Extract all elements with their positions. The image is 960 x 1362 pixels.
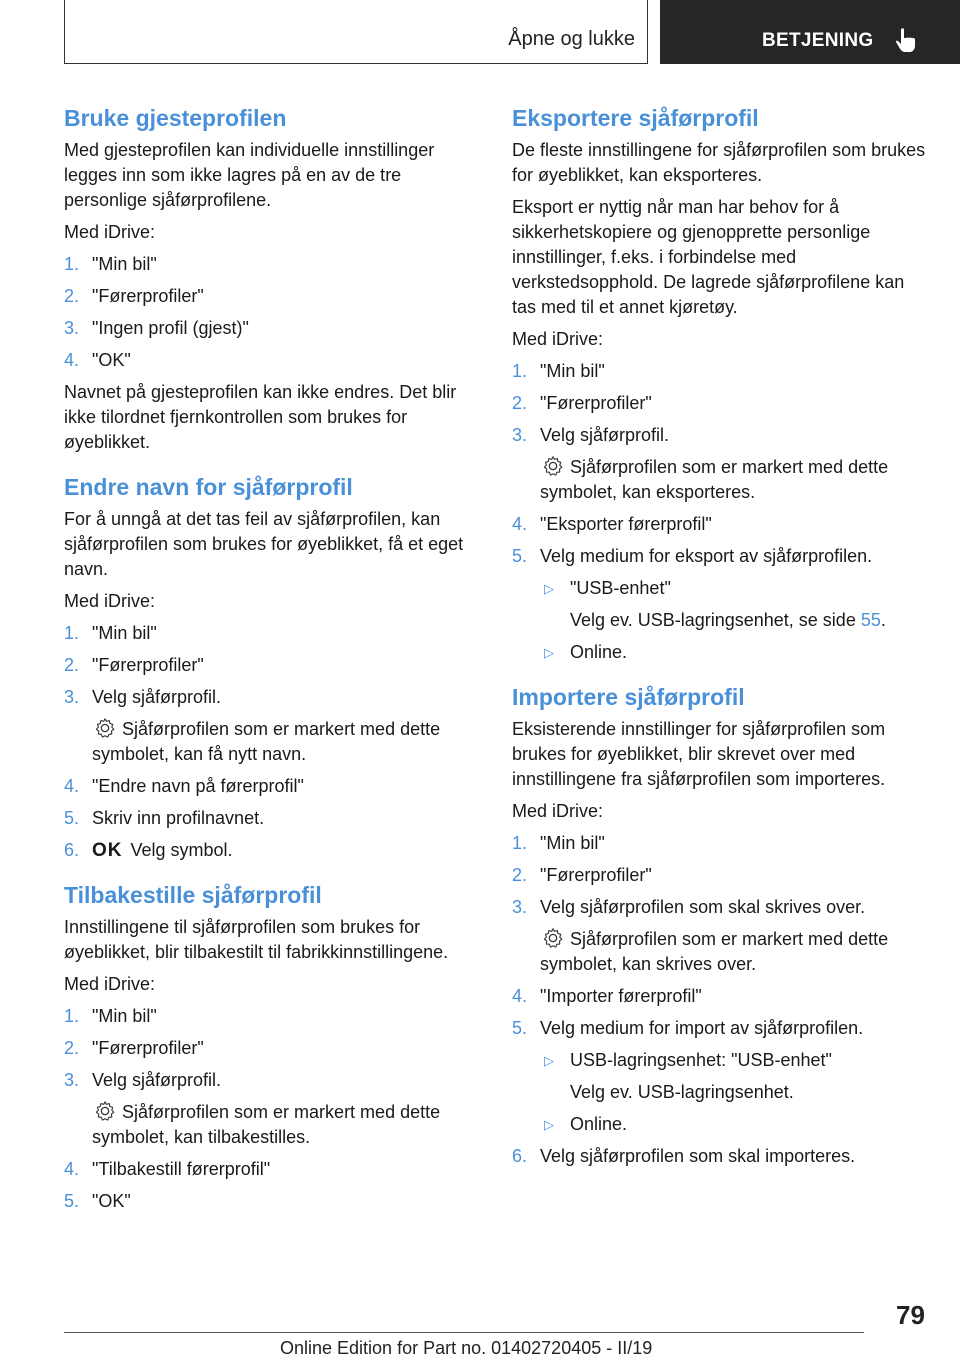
sub-note-text: Velg ev. USB-lagringsenhet. — [570, 1082, 794, 1102]
step-text: Velg medium for import av sjåførprofilen. — [540, 1018, 864, 1038]
symbol-note-text: Sjåførprofilen som er markert med dette symbolet, kan eksporteres. — [540, 457, 889, 502]
sub-item-note — [512, 608, 932, 633]
step-text: "Importer førerprofil" — [540, 986, 702, 1006]
pointing-hand-icon — [892, 26, 920, 54]
step-list — [64, 252, 482, 373]
step-number: 5. — [512, 1018, 528, 1038]
step-text: "Førerprofiler" — [92, 1038, 204, 1058]
list-item — [512, 1016, 932, 1041]
step-text: "Eksporter førerprofil" — [540, 514, 712, 534]
list-item — [64, 1068, 482, 1093]
list-item — [512, 544, 932, 569]
step-number: 5. — [512, 546, 528, 566]
gear-icon — [542, 455, 564, 477]
list-item — [512, 895, 932, 920]
section-intro: Med gjesteprofilen kan individuelle innstillinger legges inn som ikke lagres på en av de tre personlige sjåførprofilene. — [64, 140, 435, 210]
section-title-rename-profile: Endre navn for sjåførprofil — [64, 474, 353, 500]
list-item — [512, 863, 932, 888]
gear-icon — [542, 927, 564, 949]
idrive-label: Med iDrive: — [64, 591, 156, 611]
left-column — [64, 102, 482, 1221]
step-text: Velg medium for eksport av sjåførprofilen. — [540, 546, 873, 566]
step-list — [512, 359, 932, 448]
list-item — [64, 621, 482, 646]
list-item — [64, 774, 482, 799]
step-list — [64, 1004, 482, 1093]
step-number: 1. — [64, 254, 80, 274]
idrive-label: Med iDrive: — [64, 974, 156, 994]
step-number: 6. — [512, 1146, 528, 1166]
sub-item-text: Online. — [570, 642, 628, 662]
step-text: Velg sjåførprofil. — [92, 1070, 222, 1090]
symbol-note — [512, 455, 932, 505]
footer-edition-text: Online Edition for Part no. 01402720405 - II/19 — [280, 1338, 653, 1358]
step-text: "Tilbakestill førerprofil" — [92, 1159, 271, 1179]
section-title-guest-profile: Bruke gjesteprofilen — [64, 105, 287, 131]
step-list — [64, 774, 482, 863]
step-number: 5. — [64, 808, 80, 828]
step-number: 1. — [512, 361, 528, 381]
list-item — [64, 1157, 482, 1182]
sub-item-note — [512, 1080, 932, 1105]
footer-divider — [64, 1332, 864, 1333]
step-text: "Førerprofiler" — [92, 286, 204, 306]
page-number: 79 — [896, 1300, 925, 1330]
sub-note-text: Velg ev. USB-lagringsenhet, se side — [570, 610, 861, 630]
section-intro: For å unngå at det tas feil av sjåførprofilen, kan sjåførprofilen som brukes for øyeblikket, få et eget navn. — [64, 509, 464, 579]
list-item — [512, 1144, 932, 1169]
step-number: 1. — [64, 1006, 80, 1026]
step-text: "Endre navn på førerprofil" — [92, 776, 304, 796]
section-title-import-profile: Importere sjåførprofil — [512, 684, 745, 710]
symbol-note-text: Sjåførprofilen som er markert med dette symbolet, kan tilbakestilles. — [92, 1102, 441, 1147]
list-item — [64, 1036, 482, 1061]
step-list — [512, 984, 932, 1041]
section-note: Navnet på gjesteprofilen kan ikke endres. Det blir ikke tilordnet fjernkontrollen som brukes for øyeblikket. — [64, 382, 457, 452]
idrive-label: Med iDrive: — [64, 222, 156, 242]
step-number: 3. — [64, 1070, 80, 1090]
list-item — [64, 284, 482, 309]
triangle-bullet-icon: ▷ — [544, 581, 554, 596]
step-text: Velg sjåførprofilen som skal importeres. — [540, 1146, 856, 1166]
list-item — [512, 984, 932, 1009]
step-text: Velg symbol. — [130, 840, 233, 860]
list-item — [512, 512, 932, 537]
step-number: 2. — [64, 1038, 80, 1058]
step-list — [512, 512, 932, 569]
list-item — [64, 1004, 482, 1029]
symbol-note — [64, 717, 482, 767]
list-item — [64, 348, 482, 373]
list-item — [512, 831, 932, 856]
step-list — [512, 831, 932, 920]
sub-item-text: Online. — [570, 1114, 628, 1134]
list-item — [64, 806, 482, 831]
step-number: 4. — [64, 350, 80, 370]
step-text: "Ingen profil (gjest)" — [92, 318, 249, 338]
list-item — [512, 423, 932, 448]
sub-list-item — [512, 576, 932, 601]
list-item — [64, 1189, 482, 1214]
step-list — [64, 1157, 482, 1214]
step-text: Velg sjåførprofil. — [92, 687, 222, 707]
step-number: 1. — [512, 833, 528, 853]
section-intro: Innstillingene til sjåførprofilen som brukes for øyeblikket, blir tilbakestilt til fabrikkinnstillingene. — [64, 917, 449, 962]
step-number: 3. — [64, 687, 80, 707]
step-text: "Min bil" — [92, 1006, 157, 1026]
triangle-bullet-icon: ▷ — [544, 645, 554, 660]
list-item — [64, 838, 482, 863]
list-item — [512, 391, 932, 416]
step-number: 2. — [512, 393, 528, 413]
step-list — [512, 1144, 932, 1169]
step-text: "Min bil" — [92, 254, 157, 274]
list-item — [64, 316, 482, 341]
step-text: "Min bil" — [540, 833, 605, 853]
step-text: "Førerprofiler" — [92, 655, 204, 675]
step-text: "Førerprofiler" — [540, 393, 652, 413]
header-section-box — [64, 0, 648, 64]
right-column — [512, 102, 932, 1176]
triangle-bullet-icon: ▷ — [544, 1117, 554, 1132]
sub-item-text: "USB-enhet" — [570, 578, 671, 598]
sub-note-punct: . — [880, 610, 886, 630]
symbol-note-text: Sjåførprofilen som er markert med dette symbolet, kan få nytt navn. — [92, 719, 441, 764]
section-title-export-profile: Eksportere sjåførprofil — [512, 105, 759, 131]
list-item — [512, 359, 932, 384]
symbol-note — [512, 927, 932, 977]
step-number: 6. — [64, 840, 80, 860]
list-item — [64, 653, 482, 678]
step-text: Velg sjåførprofil. — [540, 425, 670, 445]
step-number: 4. — [512, 514, 528, 534]
step-text: "OK" — [92, 1191, 131, 1211]
step-number: 2. — [64, 286, 80, 306]
step-number: 4. — [64, 1159, 80, 1179]
symbol-note — [64, 1100, 482, 1150]
step-number: 3. — [512, 425, 528, 445]
section-intro: Eksisterende innstillinger for sjåførprofilen som brukes for øyeblikket, blir skrevet over med innstillingene fra sjåførprofilen som importeres. — [512, 719, 886, 789]
step-number: 3. — [512, 897, 528, 917]
step-text: "Min bil" — [92, 623, 157, 643]
sub-item-text: USB-lagringsenhet: "USB-enhet" — [570, 1050, 832, 1070]
gear-icon — [94, 717, 116, 739]
step-text: "Førerprofiler" — [540, 865, 652, 885]
step-number: 3. — [64, 318, 80, 338]
step-list — [64, 621, 482, 710]
step-number: 5. — [64, 1191, 80, 1211]
header-section-title: Åpne og lukke — [508, 28, 635, 50]
idrive-label: Med iDrive: — [512, 801, 604, 821]
section-intro: De fleste innstillingene for sjåførprofilen som brukes for øyeblikket, kan eksporteres. — [512, 140, 926, 185]
gear-icon — [94, 1100, 116, 1122]
sub-list-item — [512, 640, 932, 665]
ok-symbol: OK — [92, 840, 123, 861]
step-number: 2. — [512, 865, 528, 885]
step-number: 4. — [512, 986, 528, 1006]
step-number: 2. — [64, 655, 80, 675]
triangle-bullet-icon: ▷ — [544, 1053, 554, 1068]
step-number: 1. — [64, 623, 80, 643]
symbol-note-text: Sjåførprofilen som er markert med dette symbolet, kan skrives over. — [540, 929, 889, 974]
sub-list-item — [512, 1112, 932, 1137]
section-intro-2: Eksport er nyttig når man har behov for å sikkerhetskopiere og gjenopprette personlige innstillinger, f.eks. i forbindelse med verkstedsopphold. De lagrede sjåførprofilene kan tas med til et annet kjøretøy. — [512, 197, 905, 317]
step-text: Skriv inn profilnavnet. — [92, 808, 265, 828]
step-number: 4. — [64, 776, 80, 796]
step-text: Velg sjåførprofilen som skal skrives over. — [540, 897, 866, 917]
sub-list-item — [512, 1048, 932, 1073]
step-text: "OK" — [92, 350, 131, 370]
list-item — [64, 252, 482, 277]
step-text: "Min bil" — [540, 361, 605, 381]
section-title-reset-profile: Tilbakestille sjåførprofil — [64, 882, 322, 908]
idrive-label: Med iDrive: — [512, 329, 604, 349]
page-reference-link[interactable]: 55 — [860, 610, 881, 630]
list-item — [64, 685, 482, 710]
header-chapter-title: BETJENING — [762, 30, 874, 51]
